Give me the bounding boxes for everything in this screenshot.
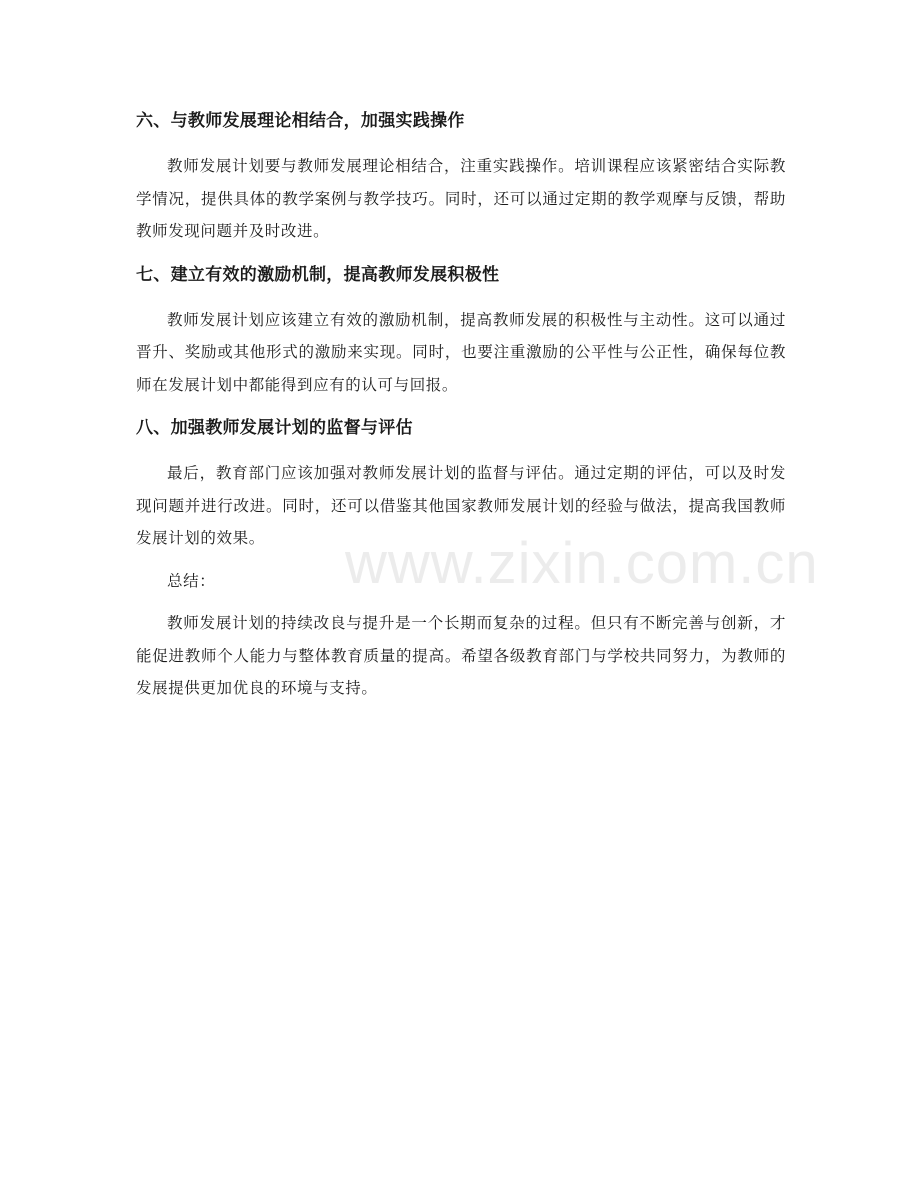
- summary-label: 总结：: [167, 571, 216, 590]
- section-heading-6: 六、与教师发展理论相结合，加强实践操作: [136, 111, 465, 131]
- section-paragraph-7: 教师发展计划应该建立有效的激励机制，提高教师发展的积极性与主动性。这可以通过晋升、奖励或其他形式的激励来实现。同时，也要注重激励的公平性与公正性，确保每位教师在发展计划中都能得到应有的认可与回报。: [136, 310, 786, 394]
- summary-paragraph: 教师发展计划的持续改良与提升是一个长期而复杂的过程。但只有不断完善与创新，才能促进教师个人能力与整体教育质量的提高。希望各级教育部门与学校共同努力，为教师的发展提供更加优良的环境与支持。: [136, 614, 786, 697]
- section-paragraph-8: 最后，教育部门应该加强对教师发展计划的监督与评估。通过定期的评估，可以及时发现问题并进行改进。同时，还可以借鉴其他国家教师发展计划的经验与做法，提高我国教师发展计划的效果。: [136, 464, 786, 547]
- watermark: www.zixin.com.cn: [345, 531, 819, 596]
- section-heading-8: 八、加强教师发展计划的监督与评估: [136, 418, 413, 438]
- document-content: [136, 104, 786, 705]
- section-heading-7: 七、建立有效的激励机制，提高教师发展积极性: [136, 264, 500, 285]
- section-paragraph-6: 教师发展计划要与教师发展理论相结合，注重实践操作。培训课程应该紧密结合实际教学情况，提供具体的教学案例与教学技巧。同时，还可以通过定期的教学观摩与反馈，帮助教师发现问题并及时改进。: [136, 157, 786, 240]
